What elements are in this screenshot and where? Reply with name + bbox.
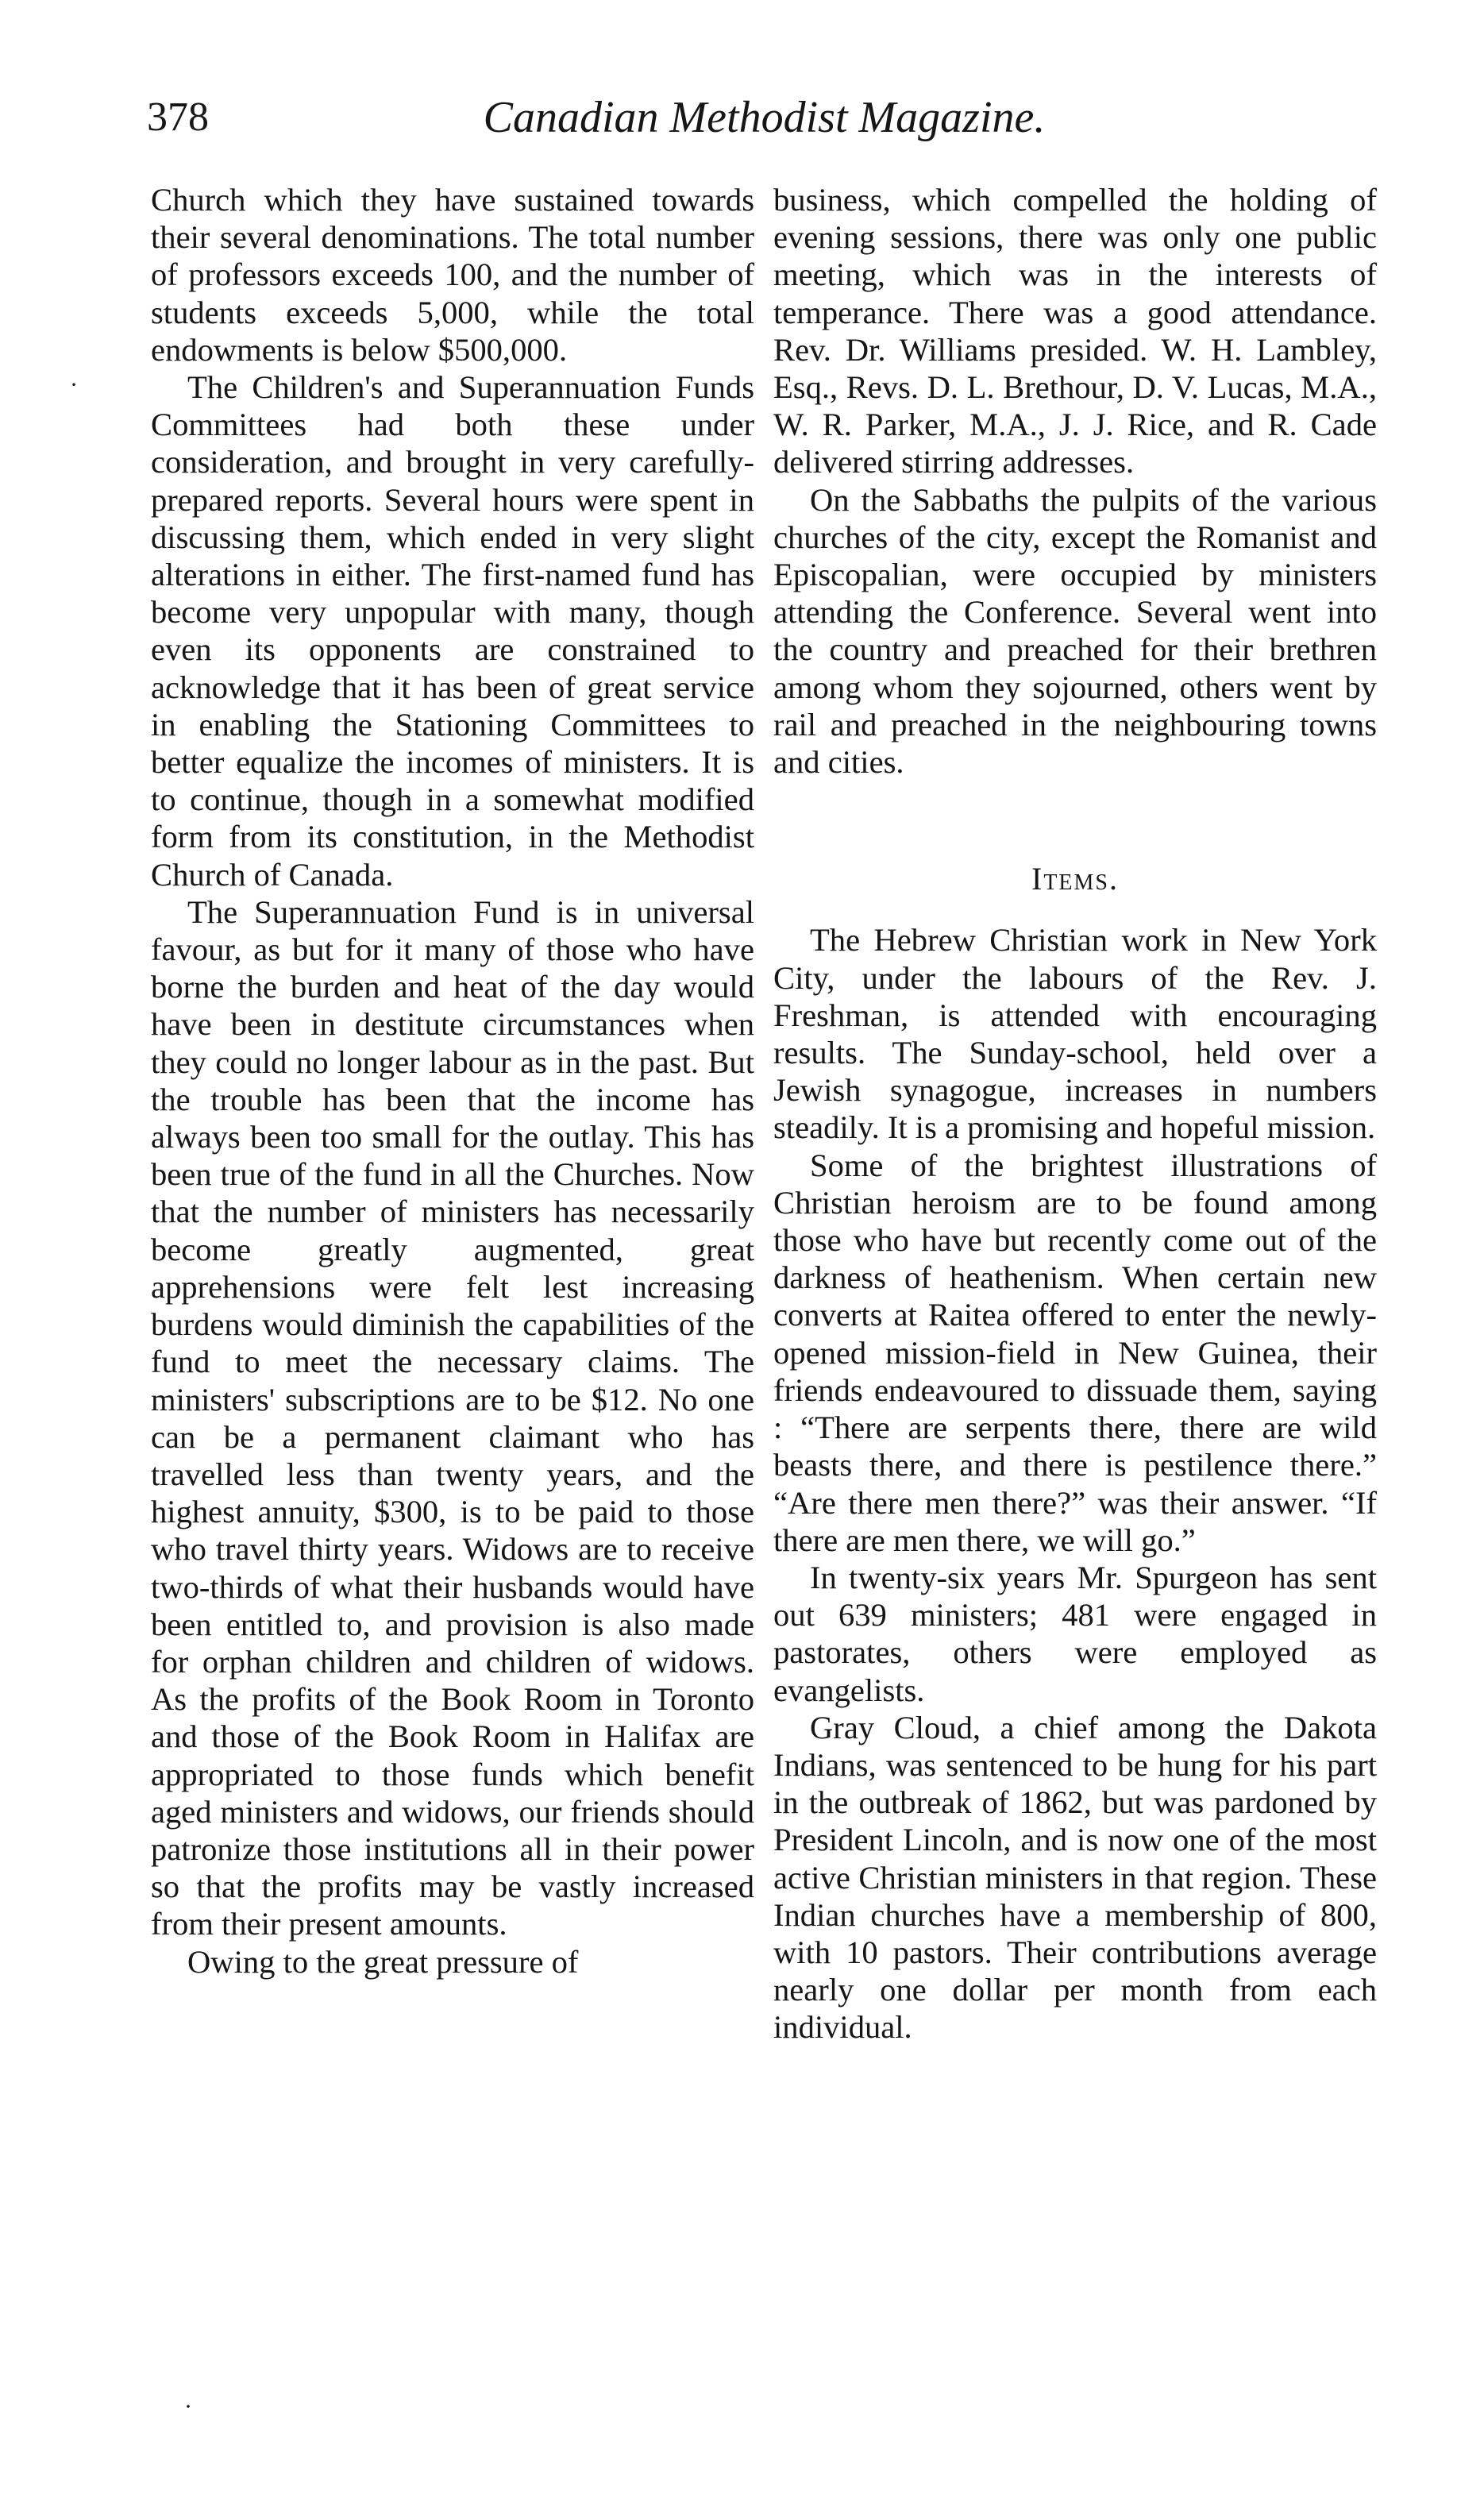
paragraph-business-sessions: business, which compelled the holding of evening sessions, there was only one public meeting, which was in the interests of temperance. There was a good attendance. Rev. Dr. Williams presided. W. H. Lambley, Esq., Revs. D. L. Brethour, D. V. Lucas, M.A., W. R. Parker, M.A., J. J. Rice, and R. Cade delivered stirring addresses. (773, 182, 1377, 480)
margin-dot-mark: · (70, 372, 78, 398)
left-column (151, 181, 754, 1981)
paragraph-sabbaths: On the Sabbaths the pulpits of the various churches of the city, except the Romanist and Episcopalian, were occupied by ministers attending the Conference. Several went into the country and preached for their brethren among whom they sojourned, others went by rail and preached in the neighbouring towns and cities. (773, 481, 1377, 781)
item-hebrew-christian-work: The Hebrew Christian work in New York City, under the labours of the Rev. J. Freshman, is attended with encouraging results. The Sunday-school, held over a Jewish synagogue, increases in numbers steadily. It is a promising and hopeful mission. (773, 922, 1377, 1146)
right-column (773, 181, 1377, 2046)
bottom-dot-mark: · (184, 2393, 192, 2420)
running-title: Canadian Methodist Magazine. (483, 93, 1046, 142)
item-christian-heroism: Some of the brightest illustrations of Christian heroism are to be found among those who have but recently come out of the darkness of heathenism. When certain new converts at Raitea offered to enter the newly-opened mission-field in New Guinea, their friends endeavoured to dissuade them, saying : “There are serpents there, there are wild beasts there, and there is pestilence there.” “Are there men there?” was their answer. “If there are men there, we will go.” (773, 1147, 1377, 1558)
page-header (147, 86, 1382, 149)
page-number: 378 (147, 94, 209, 140)
paragraph-superannuation-fund: The Superannuation Fund is in universal favour, as but for it many of those who have borne the burden and heat of the day would have been in destitute circumstances when they could no longer labour as in the past. But the trouble has been that the income has always been too small for the outlay. This has been true of the fund in all the Churches. Now that the number of ministers has necessarily become greatly augmented, great apprehensions were felt lest increasing burdens would diminish the capabilities of the fund to meet the necessary claims. The ministers' subscriptions are to be $12. No one can be a permanent claimant who has travelled less than twenty years, and the highest annuity, $300, is to be paid to those who travel thirty years. Widows are to receive two-thirds of what their husbands would have been entitled to, and provision is also made for orphan children and children of widows. As the profits of the Book Room in Toronto and those of the Book Room in Halifax are appropriated to those funds which benefit aged ministers and widows, our friends should patronize those institutions all in their power so that the profits may be vastly increased from their present amounts. (151, 893, 754, 1942)
section-heading-items: Items. (1031, 861, 1119, 897)
paragraph-funds-committees: The Children's and Superannuation Funds Committees had both these under consideration, and brought in very carefully-prepared reports. Several hours were spent in discussing them, which ended in very slight alterations in either. The first-named fund has become very unpopular with many, though even its opponents are constrained to acknowledge that it has been of great service in enabling the Stationing Committees to better equalize the incomes of ministers. It is to continue, though in a somewhat modified form from its constitution, in the Methodist Church of Canada. (151, 369, 754, 893)
paragraph-owing-to-pressure: Owing to the great pressure of (187, 1943, 579, 1980)
item-gray-cloud: Gray Cloud, a chief among the Dakota Indians, was sentenced to be hung for his part in the outbreak of 1862, but was pardoned by President Lincoln, and is now one of the most active Christian ministers in that region. These Indian churches have a membership of 800, with 10 pastors. Their contributions average nearly one dollar per month from each individual. (773, 1709, 1377, 2046)
item-spurgeon-ministers: In twenty-six years Mr. Spurgeon has sent out 639 ministers; 481 were engaged in pastorates, others were employed as evangelists. (773, 1559, 1377, 1708)
paragraph-continuation: Church which they have sustained towards their several denominations. The total number of professors exceeds 100, and the number of students exceeds 5,000, while the total endowments is below $500,000. (151, 182, 754, 368)
